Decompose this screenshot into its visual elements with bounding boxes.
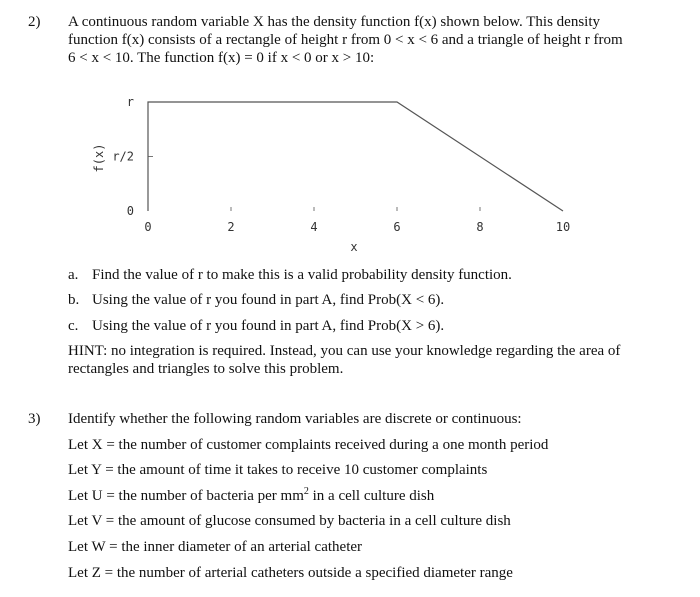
hint-line-2: rectangles and triangles to solve this problem. [68,361,344,377]
part-c-label: c. [68,318,79,334]
y-tick-label: r/2 [112,149,134,164]
y-tick-label: r [126,95,134,109]
problem-3-number: 3) [28,411,41,427]
x-tick-label: 2 [227,220,235,234]
x-tick-label: 6 [393,220,401,234]
problem-3-item-w: Let W = the inner diameter of an arterial catheter [68,539,363,555]
x-tick-label: 4 [310,220,318,234]
density-curve [148,102,563,211]
problem-2-number: 2) [28,14,41,30]
problem-3-item-x: Let X = the number of customer complaints received during a one month period [68,437,549,453]
problem-3-item-u [68,487,434,505]
part-c-text: Using the value of r you found in part A, find Prob(X > 6). [92,318,445,334]
x-tick-label: 10 [555,220,571,234]
y-tick-label: 0 [126,204,134,218]
hint-line-1: HINT: no integration is required. Instead, you can use your knowledge regarding the area of [68,343,621,359]
part-b-label: b. [68,292,80,308]
problem-2-intro-line-1: A continuous random variable X has the density function f(x) shown below. This density [68,14,600,30]
x-tick-label: 8 [476,220,484,234]
x-tick-label: 0 [144,220,152,234]
problem-3-item-y: Let Y = the amount of time it takes to receive 10 customer complaints [68,462,488,478]
problem-2-intro-line-3: 6 < x < 10. The function f(x) = 0 if x < 0 or x > 10: [68,50,375,66]
problem-3-item-u-superscript: 2 [303,486,309,497]
problem-3-item-v: Let V = the amount of glucose consumed by bacteria in a cell culture dish [68,513,511,529]
problem-3-intro: Identify whether the following random variables are discrete or continuous: [68,411,522,427]
y-axis-label: f(x) [92,143,106,173]
part-b-text: Using the value of r you found in part A, find Prob(X < 6). [92,292,445,308]
part-a-text: Find the value of r to make this is a valid probability density function. [92,267,512,283]
problem-3-item-u-suffix: in a cell culture dish [308,488,435,504]
part-a-label: a. [68,267,79,283]
problem-2-intro-line-2: function f(x) consists of a rectangle of height r from 0 < x < 6 and a triangle of height r from [68,32,623,48]
problem-3-item-z: Let Z = the number of arterial catheters outside a specified diameter range [68,565,513,581]
problem-3-item-u-text: Let U = the number of bacteria per mm [68,488,304,504]
x-axis-label: x [350,240,358,254]
